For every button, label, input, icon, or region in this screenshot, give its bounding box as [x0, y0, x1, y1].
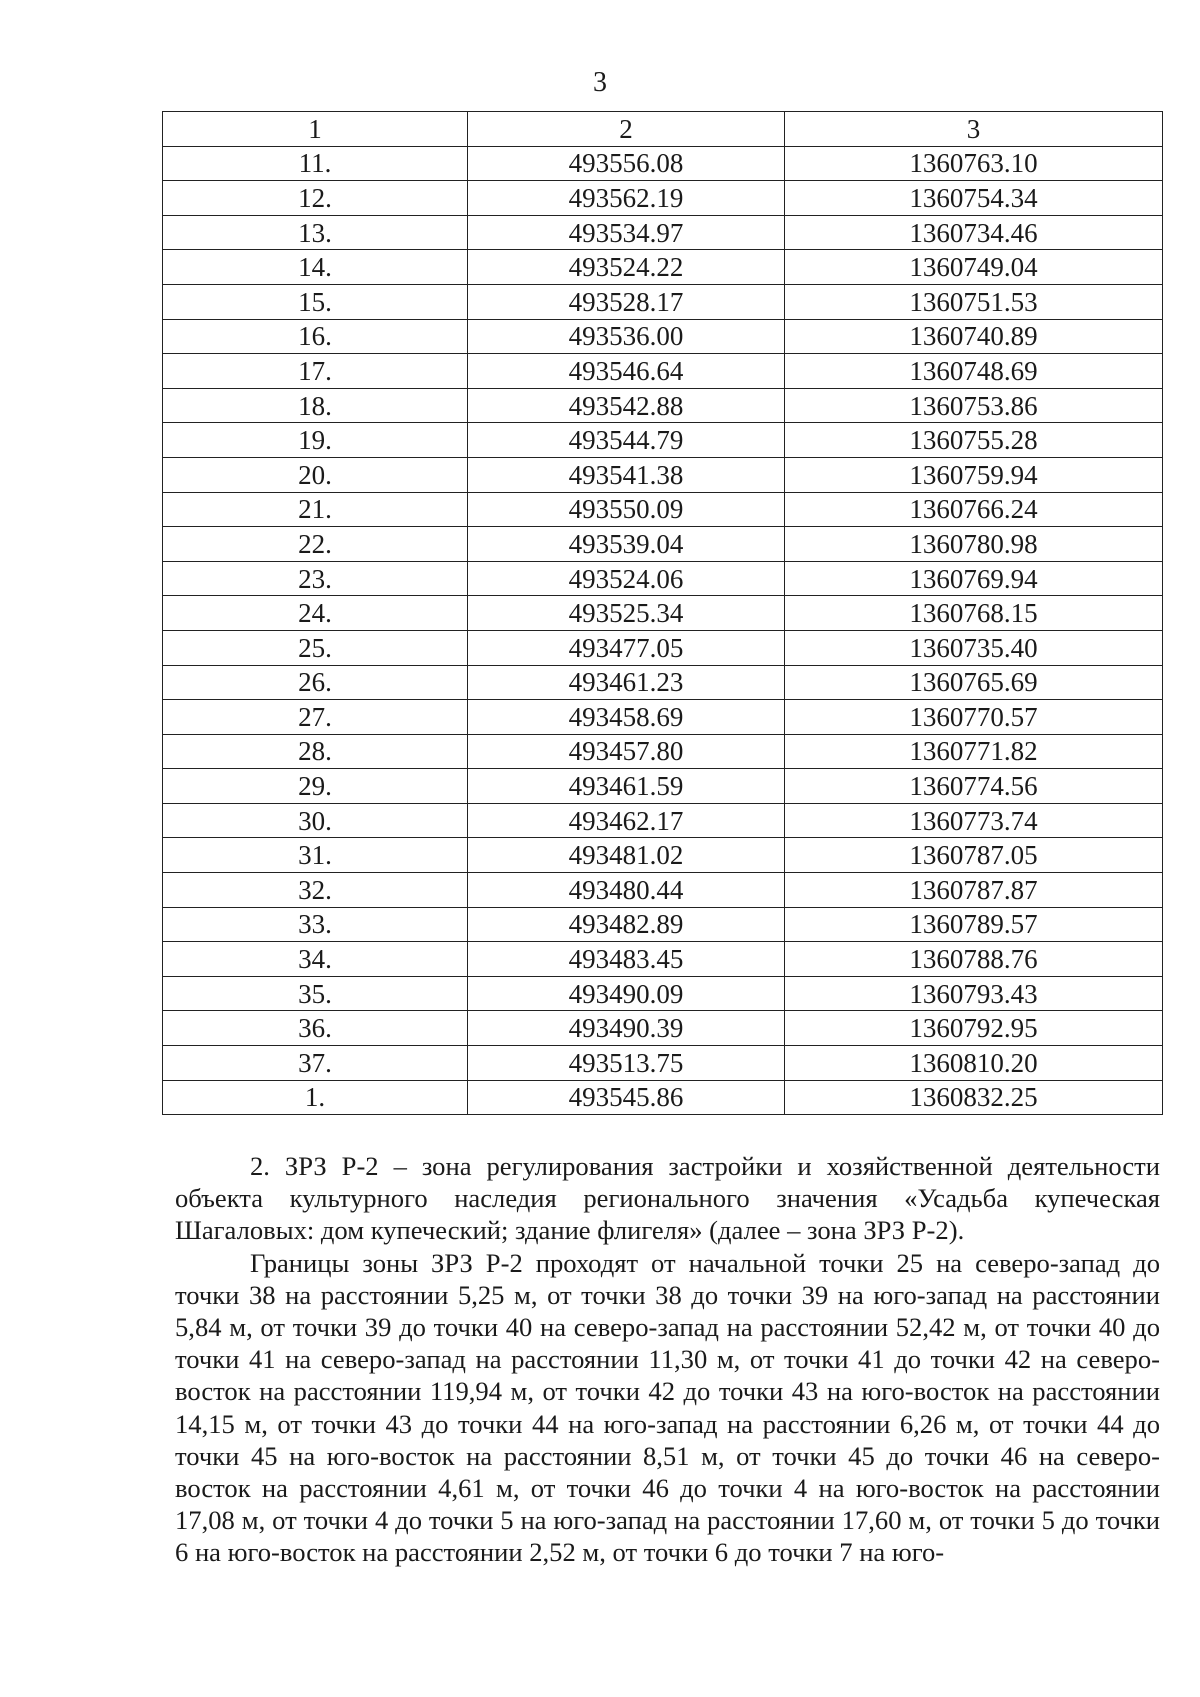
cell-point-number: 20. [163, 457, 468, 492]
cell-x-coordinate: 493513.75 [468, 1046, 785, 1081]
table-row [163, 907, 1163, 942]
table-row [163, 561, 1163, 596]
table-row [163, 1046, 1163, 1081]
table-row [163, 769, 1163, 804]
cell-x-coordinate: 493562.19 [468, 181, 785, 216]
cell-x-coordinate: 493481.02 [468, 838, 785, 873]
cell-y-coordinate: 1360793.43 [785, 976, 1163, 1011]
cell-y-coordinate: 1360754.34 [785, 181, 1163, 216]
cell-point-number: 12. [163, 181, 468, 216]
table-row [163, 388, 1163, 423]
cell-y-coordinate: 1360792.95 [785, 1011, 1163, 1046]
cell-point-number: 36. [163, 1011, 468, 1046]
cell-x-coordinate: 493480.44 [468, 873, 785, 908]
table-row [163, 803, 1163, 838]
cell-x-coordinate: 493556.08 [468, 146, 785, 181]
cell-y-coordinate: 1360771.82 [785, 734, 1163, 769]
cell-x-coordinate: 493525.34 [468, 596, 785, 631]
cell-point-number: 29. [163, 769, 468, 804]
table-row [163, 665, 1163, 700]
cell-y-coordinate: 1360748.69 [785, 354, 1163, 389]
table-row [163, 250, 1163, 285]
table-row [163, 596, 1163, 631]
cell-y-coordinate: 1360734.46 [785, 215, 1163, 250]
cell-x-coordinate: 493483.45 [468, 942, 785, 977]
cell-y-coordinate: 1360787.87 [785, 873, 1163, 908]
cell-y-coordinate: 1360740.89 [785, 319, 1163, 354]
cell-y-coordinate: 1360751.53 [785, 284, 1163, 319]
cell-x-coordinate: 493461.23 [468, 665, 785, 700]
cell-point-number: 32. [163, 873, 468, 908]
paragraph-zone-definition: 2. ЗРЗ Р-2 – зона регулирования застройки и хозяйственной деятельности объекта культурного наследия регионального значения «Усадьба купеческая Шагаловых: дом купеческий; здание флигеля» (далее – зона ЗРЗ Р-2). [175, 1151, 1160, 1246]
table-row [163, 181, 1163, 216]
table-row [163, 527, 1163, 562]
table-row [163, 1080, 1163, 1115]
table-row [163, 700, 1163, 735]
cell-point-number: 1. [163, 1080, 468, 1115]
cell-point-number: 25. [163, 630, 468, 665]
table-row [163, 976, 1163, 1011]
table-row [163, 215, 1163, 250]
cell-y-coordinate: 1360832.25 [785, 1080, 1163, 1115]
table-row [163, 942, 1163, 977]
cell-point-number: 22. [163, 527, 468, 562]
cell-y-coordinate: 1360755.28 [785, 423, 1163, 458]
cell-y-coordinate: 1360766.24 [785, 492, 1163, 527]
cell-point-number: 15. [163, 284, 468, 319]
cell-point-number: 35. [163, 976, 468, 1011]
cell-y-coordinate: 1360789.57 [785, 907, 1163, 942]
cell-y-coordinate: 1360768.15 [785, 596, 1163, 631]
table-row [163, 492, 1163, 527]
cell-y-coordinate: 1360810.20 [785, 1046, 1163, 1081]
cell-y-coordinate: 1360759.94 [785, 457, 1163, 492]
cell-y-coordinate: 1360735.40 [785, 630, 1163, 665]
cell-y-coordinate: 1360753.86 [785, 388, 1163, 423]
cell-point-number: 33. [163, 907, 468, 942]
cell-x-coordinate: 493536.00 [468, 319, 785, 354]
cell-x-coordinate: 493490.39 [468, 1011, 785, 1046]
cell-y-coordinate: 1360773.74 [785, 803, 1163, 838]
cell-point-number: 11. [163, 146, 468, 181]
table-row [163, 319, 1163, 354]
cell-point-number: 31. [163, 838, 468, 873]
cell-x-coordinate: 493528.17 [468, 284, 785, 319]
table-row [163, 873, 1163, 908]
table-row [163, 734, 1163, 769]
cell-x-coordinate: 493541.38 [468, 457, 785, 492]
cell-x-coordinate: 493462.17 [468, 803, 785, 838]
table-row [163, 630, 1163, 665]
table-row [163, 146, 1163, 181]
table-row [163, 284, 1163, 319]
cell-point-number: 28. [163, 734, 468, 769]
cell-x-coordinate: 493458.69 [468, 700, 785, 735]
cell-x-coordinate: 493544.79 [468, 423, 785, 458]
cell-x-coordinate: 493524.06 [468, 561, 785, 596]
cell-point-number: 14. [163, 250, 468, 285]
table-header-row [163, 112, 1163, 147]
cell-x-coordinate: 493477.05 [468, 630, 785, 665]
cell-point-number: 19. [163, 423, 468, 458]
table-row [163, 1011, 1163, 1046]
column-header-y: 3 [785, 112, 1163, 147]
column-header-x: 2 [468, 112, 785, 147]
cell-point-number: 17. [163, 354, 468, 389]
cell-x-coordinate: 493482.89 [468, 907, 785, 942]
cell-x-coordinate: 493461.59 [468, 769, 785, 804]
cell-y-coordinate: 1360770.57 [785, 700, 1163, 735]
cell-x-coordinate: 493539.04 [468, 527, 785, 562]
cell-x-coordinate: 493545.86 [468, 1080, 785, 1115]
cell-point-number: 24. [163, 596, 468, 631]
cell-x-coordinate: 493542.88 [468, 388, 785, 423]
cell-point-number: 26. [163, 665, 468, 700]
cell-point-number: 23. [163, 561, 468, 596]
table-row [163, 423, 1163, 458]
cell-y-coordinate: 1360788.76 [785, 942, 1163, 977]
cell-point-number: 16. [163, 319, 468, 354]
cell-x-coordinate: 493457.80 [468, 734, 785, 769]
cell-point-number: 18. [163, 388, 468, 423]
table-row [163, 457, 1163, 492]
cell-point-number: 21. [163, 492, 468, 527]
page-number: 3 [593, 67, 607, 98]
cell-x-coordinate: 493534.97 [468, 215, 785, 250]
cell-point-number: 30. [163, 803, 468, 838]
table-row [163, 354, 1163, 389]
table-body [163, 146, 1163, 1115]
paragraph-zone-boundaries: Границы зоны ЗРЗ Р-2 проходят от начальной точки 25 на северо-запад до точки 38 на расстоянии 5,25 м, от точки 38 до точки 39 на юго-запад на расстоянии 5,84 м, от точки 39 до точки 40 на северо-запад на расстоянии 52,42 м, от точки 40 до точки 41 на северо-запад на расстоянии 11,30 м, от точки 41 до точки 42 на северо-восток на расстоянии 119,94 м, от точки 42 до точки 43 на юго-восток на расстоянии 14,15 м, от точки 43 до точки 44 на юго-запад на расстоянии 6,26 м, от точки 44 до точки 45 на юго-восток на расстоянии 8,51 м, от точки 45 до точки 46 на северо-восток на расстоянии 4,61 м, от точки 46 до точки 4 на юго-восток на расстоянии 17,08 м, от точки 4 до точки 5 на юго-запад на расстоянии 17,60 м, от точки 5 до точки 6 на юго-восток на расстоянии 2,52 м, от точки 6 до точки 7 на юго- [175, 1247, 1160, 1568]
body-text [175, 1150, 1160, 1569]
cell-y-coordinate: 1360763.10 [785, 146, 1163, 181]
cell-x-coordinate: 493546.64 [468, 354, 785, 389]
table-row [163, 838, 1163, 873]
cell-x-coordinate: 493490.09 [468, 976, 785, 1011]
cell-y-coordinate: 1360749.04 [785, 250, 1163, 285]
cell-y-coordinate: 1360787.05 [785, 838, 1163, 873]
cell-point-number: 27. [163, 700, 468, 735]
cell-point-number: 37. [163, 1046, 468, 1081]
cell-x-coordinate: 493524.22 [468, 250, 785, 285]
cell-y-coordinate: 1360774.56 [785, 769, 1163, 804]
cell-point-number: 13. [163, 215, 468, 250]
cell-y-coordinate: 1360780.98 [785, 527, 1163, 562]
cell-point-number: 34. [163, 942, 468, 977]
cell-y-coordinate: 1360765.69 [785, 665, 1163, 700]
cell-x-coordinate: 493550.09 [468, 492, 785, 527]
cell-y-coordinate: 1360769.94 [785, 561, 1163, 596]
coordinates-table [162, 111, 1163, 1115]
column-header-number: 1 [163, 112, 468, 147]
